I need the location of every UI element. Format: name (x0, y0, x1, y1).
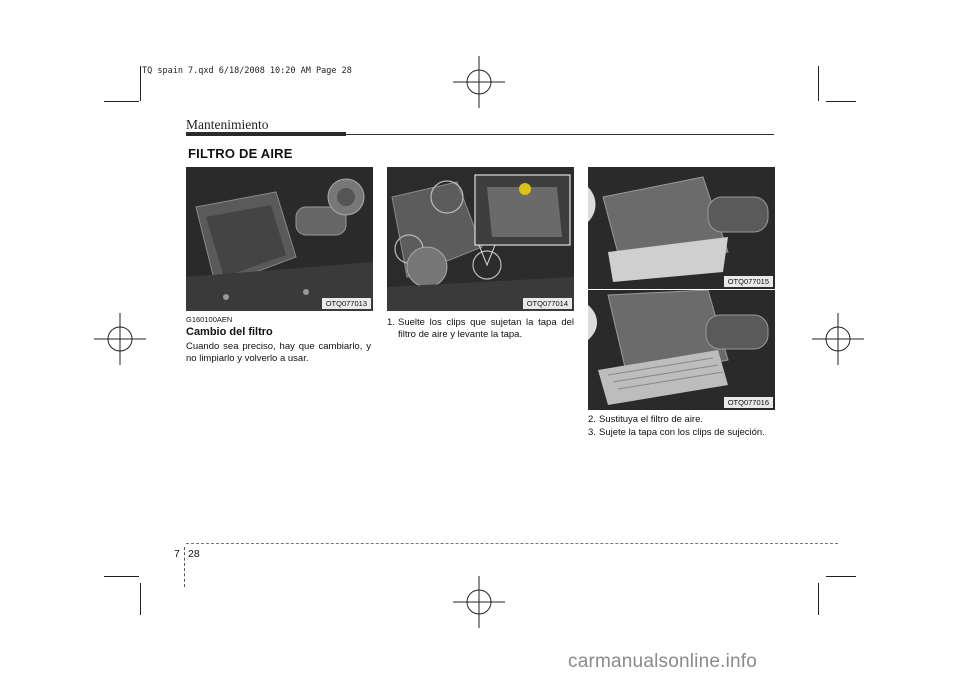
filter-photo-illustration (588, 167, 775, 289)
header-rule-accent (186, 132, 346, 136)
crop-mark (104, 576, 139, 577)
photo-caption: OTQ077014 (523, 298, 572, 309)
section-title: FILTRO DE AIRE (188, 146, 293, 161)
subheading: Cambio del filtro (186, 326, 273, 338)
step-text: Sustituya el filtro de aire. (599, 414, 704, 425)
filter-photo-illustration (588, 290, 775, 410)
photo-caption: OTQ077013 (322, 298, 371, 309)
step-number: 2. (588, 414, 596, 425)
crop-mark (140, 66, 141, 101)
filter-photo-4 (588, 290, 775, 410)
crop-mark (140, 583, 141, 615)
registration-mark-icon (812, 313, 864, 365)
footer-rule (186, 543, 838, 544)
procedure-code: G160100AEN (186, 315, 233, 324)
step-3 (588, 427, 775, 455)
chapter-title: Mantenimiento (186, 117, 269, 132)
registration-mark-icon (453, 576, 505, 628)
crop-mark (818, 583, 819, 615)
step-text: Suelte los clips que sujetan la tapa del filtro de aire y levante la tapa. (398, 317, 574, 340)
engine-photo-2 (387, 167, 574, 311)
engine-photo-illustration (387, 167, 574, 311)
page-number: 28 (188, 548, 200, 560)
step-number: 1. (387, 317, 395, 328)
registration-mark-icon (453, 56, 505, 108)
photo-caption: OTQ077015 (724, 276, 773, 287)
engine-photo-illustration (186, 167, 373, 311)
chapter-number: 7 (174, 548, 180, 560)
intro-paragraph: Cuando sea preciso, hay que cambiarlo, y no limpiarlo y volverlo a usar. (186, 341, 371, 364)
crop-mark (826, 101, 856, 102)
crop-mark (826, 576, 856, 577)
filter-photo-3 (588, 167, 775, 289)
step-text: Sujete la tapa con los clips de sujeción. (599, 427, 765, 438)
step-2 (588, 414, 775, 428)
crop-mark (818, 66, 819, 101)
watermark: carmanualsonline.info (568, 651, 758, 672)
engine-photo-1 (186, 167, 373, 311)
page-number-separator (184, 547, 185, 587)
photo-caption: OTQ077016 (724, 397, 773, 408)
step-number: 3. (588, 427, 596, 438)
registration-mark-icon (94, 313, 146, 365)
print-header: TQ spain 7.qxd 6/18/2008 10:20 AM Page 28 (142, 66, 352, 76)
step-1 (387, 317, 574, 347)
crop-mark (104, 101, 139, 102)
